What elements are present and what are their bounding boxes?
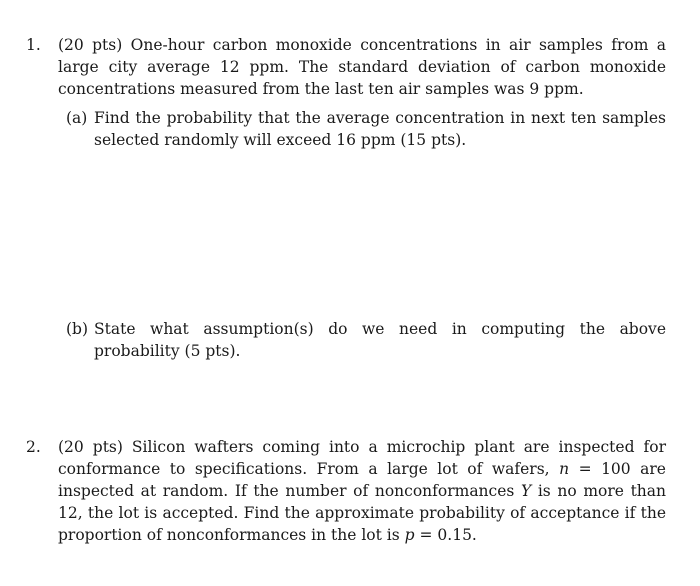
problem-2-number: 2.: [26, 438, 41, 456]
variable-y: Y: [520, 482, 532, 500]
variable-p: p: [404, 526, 415, 544]
problem-2: [26, 436, 666, 546]
problem-2-text-d: = 0.15.: [414, 526, 477, 544]
variable-n: n: [559, 460, 570, 478]
problem-2-text-c: is no more than 12, the lot is accepted. Find the approximate probability of acceptance if the proportion of nonconformances in the lot is: [58, 482, 667, 544]
problem-2-text-a: (20 pts) Silicon wafters coming into a microchip plant are inspected for conformance to specifications. From a large lot of wafers,: [58, 438, 666, 478]
part-b-label: (b): [66, 320, 89, 338]
problem-1-part-a: [66, 107, 666, 151]
problem-1-number: 1.: [26, 36, 41, 54]
problem-1: [26, 34, 666, 100]
problem-1-text: (20 pts) One-hour carbon monoxide concentrations in air samples from a large city average 12 ppm. The standard deviation of carbon monoxide concentrations measured from the last ten air samples was 9 ppm.: [58, 36, 666, 98]
problem-2-text: [58, 436, 666, 546]
part-a-label: (a): [66, 109, 88, 127]
part-a-text: Find the probability that the average concentration in next ten samples selected randomly will exceed 16 ppm (15 pts).: [94, 109, 666, 149]
part-b-text: State what assumption(s) do we need in computing the above probability (5 pts).: [94, 320, 666, 360]
problem-2-text-b: = 100 are inspected at random. If the number of nonconformances: [58, 460, 666, 500]
problem-1-part-b: [66, 318, 666, 362]
